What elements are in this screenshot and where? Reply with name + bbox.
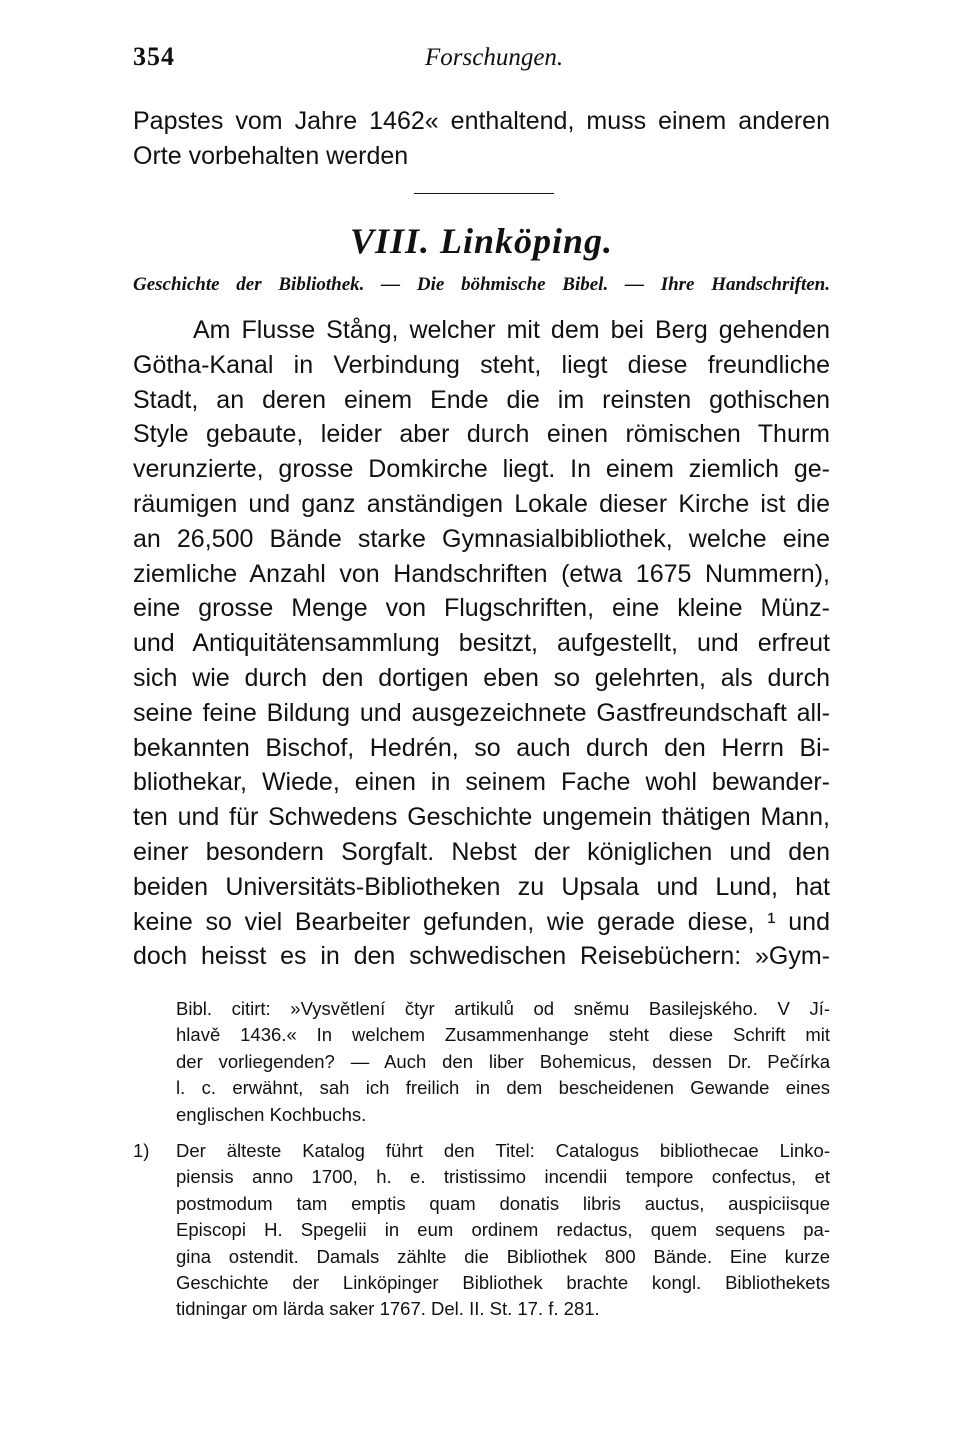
footnote-1 bbox=[133, 1138, 830, 1323]
footnote-line: gina ostendit. Damals zählte die Bibliothek 800 Bände. Eine kurze bbox=[176, 1245, 830, 1267]
footnote-continuation bbox=[133, 996, 830, 1128]
text-line: bliothekar, Wiede, einen in seinem Fache wohl bewander- bbox=[133, 768, 830, 797]
footnote-line: piensis anno 1700, h. e. tristissimo incendii tempore confectus, et bbox=[176, 1166, 830, 1188]
text-line: eine grosse Menge von Flugschriften, eine kleine Münz- bbox=[133, 594, 830, 623]
footnotes bbox=[133, 996, 830, 1323]
text-line: ziemliche Anzahl von Handschriften (etwa 1675 Nummern), bbox=[133, 559, 830, 588]
text-line: doch heisst es in den schwedischen Reisebüchern: »Gym- bbox=[133, 942, 830, 971]
text-line: an 26,500 Bände starke Gymnasialbibliothek, welche eine bbox=[133, 524, 830, 553]
footnote-line: tidningar om lärda saker 1767. Del. II. St. 17. f. 281. bbox=[176, 1298, 600, 1320]
intro-paragraph bbox=[133, 104, 830, 174]
text-line: Götha-Kanal in Verbindung steht, liegt diese freundliche bbox=[133, 350, 830, 379]
text-line: ten und für Schwedens Geschichte ungemein thätigen Mann, bbox=[133, 803, 830, 832]
section-summary: Geschichte der Bibliothek. — Die böhmische Bibel. — Ihre Handschriften. bbox=[133, 274, 830, 295]
text-line: Am Flusse Stång, welcher mit dem bei Berg gehenden bbox=[193, 316, 830, 344]
text-line: einer besondern Sorgfalt. Nebst der königlichen und den bbox=[133, 837, 830, 866]
section-heading: VIII. Linköping. bbox=[349, 221, 614, 261]
text-line: Style gebaute, leider aber durch einen römischen Thurm bbox=[133, 420, 830, 449]
text-line: verunzierte, grosse Domkirche liegt. In einem ziemlich ge- bbox=[133, 455, 830, 484]
text-line: bekannten Bischof, Hedrén, so auch durch den Herrn Bi- bbox=[133, 733, 830, 762]
footnote-line: Bibl. citirt: »Vysvětlení čtyr artikulů od sněmu Basilejského. V Jí- bbox=[176, 998, 830, 1019]
page-number: 354 bbox=[133, 42, 175, 71]
running-title: Forschungen. bbox=[425, 44, 564, 71]
footnote-line: l. c. erwähnt, sah ich freilich in dem bescheidenen Gewande eines bbox=[176, 1077, 830, 1099]
footnote-line: Der älteste Katalog führt den Titel: Catalogus bibliothecae Linko- bbox=[176, 1139, 830, 1161]
running-head bbox=[133, 42, 830, 82]
footnote-line: postmodum tam emptis quam donatis libris auctus, auspiciisque bbox=[176, 1192, 830, 1214]
text-line: Papstes vom Jahre 1462« enthaltend, muss einem anderen bbox=[133, 107, 830, 135]
section-divider bbox=[414, 193, 554, 194]
text-line: Stadt, an deren einem Ende die im reinsten gothischen bbox=[133, 385, 830, 414]
text-line: sich wie durch den dortigen eben so gelehrten, als durch bbox=[133, 663, 830, 692]
footnote-line: englischen Kochbuchs. bbox=[176, 1103, 367, 1125]
footnote-line: der vorliegenden? — Auch den liber Bohemicus, dessen Dr. Pečírka bbox=[176, 1050, 830, 1072]
text-line: räumigen und ganz anständigen Lokale dieser Kirche ist die bbox=[133, 489, 830, 518]
footnote-line: Episcopi H. Spegelii in eum ordinem redactus, quem sequens pa- bbox=[176, 1219, 830, 1241]
text-line: und Antiquitätensammlung besitzt, aufgestellt, und erfreut bbox=[133, 629, 830, 658]
footnote-marker: 1) bbox=[133, 1139, 150, 1161]
text-line: beiden Universitäts-Bibliotheken zu Upsala und Lund, hat bbox=[133, 872, 830, 901]
text-line: Orte vorbehalten werden bbox=[133, 141, 409, 170]
footnote-line: Geschichte der Linköpinger Bibliothek brachte kongl. Bibliothekets bbox=[176, 1271, 830, 1293]
main-paragraph bbox=[133, 313, 830, 974]
footnote-line: hlavě 1436.« In welchem Zusammenhange steht diese Schrift mit bbox=[176, 1024, 830, 1046]
text-line: seine feine Bildung und ausgezeichnete Gastfreundschaft all- bbox=[133, 698, 830, 727]
text-line: keine so viel Bearbeiter gefunden, wie gerade diese, ¹ und bbox=[133, 907, 830, 936]
